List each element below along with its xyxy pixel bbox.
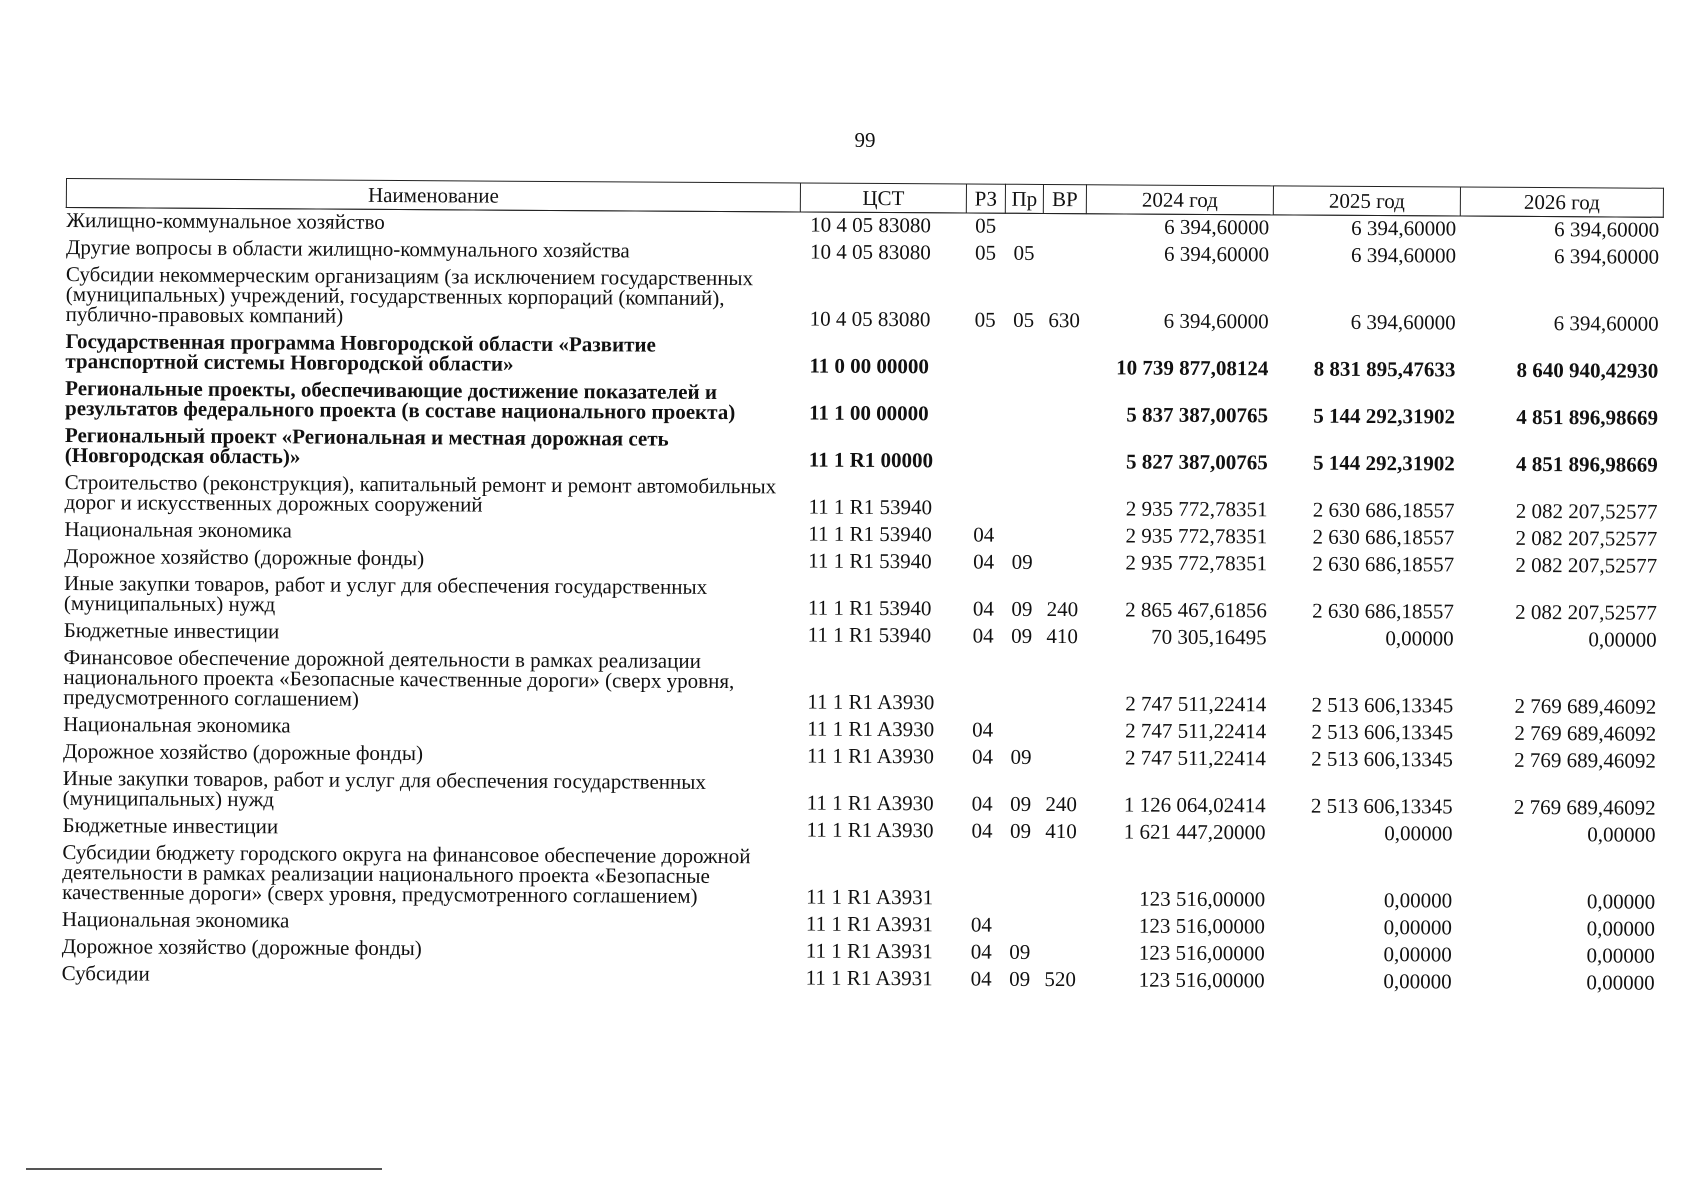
cell-pr: 05 [1013, 240, 1035, 265]
cell-rz: 04 [973, 549, 995, 574]
cell-name: Дорожное хозяйство (дорожные фонды) [64, 543, 425, 571]
cell-name: Субсидии [61, 960, 150, 986]
cell-2025: 0,00000 [1383, 942, 1452, 967]
cell-cst: 11 1 R1 A3930 [807, 689, 935, 715]
cell-2025: 5 144 292,31902 [1312, 450, 1455, 476]
cell-2026: 2 082 207,52577 [1515, 498, 1658, 524]
cell-2024: 2 865 467,61856 [1125, 597, 1267, 623]
cell-2024: 2 935 772,78351 [1125, 523, 1268, 549]
cell-rz: 04 [973, 522, 995, 547]
cell-vr: 240 [1045, 791, 1078, 817]
cell-pr [1005, 213, 1043, 241]
cell-vr [1040, 745, 1083, 772]
cell-2025: 0,00000 [1385, 626, 1454, 651]
cell-cst: 11 1 R1 53940 [807, 622, 932, 648]
cell-cst: 11 1 R1 A3931 [805, 911, 934, 937]
cell-2024: 10 739 877,08124 [1116, 355, 1269, 381]
cell-2024: 1 126 064,02414 [1123, 792, 1266, 818]
cell-cst: 11 1 R1 A3931 [805, 938, 933, 964]
cell-pr [1001, 913, 1039, 940]
cell-cst: 10 4 05 83080 [810, 212, 932, 238]
cell-rz: 04 [971, 744, 994, 769]
cell-rz [963, 650, 1002, 717]
cell-cst: 11 1 R1 A3931 [806, 884, 934, 910]
cell-rz: 04 [972, 623, 994, 648]
cell-rz [964, 475, 1003, 522]
cell-2024: 70 305,16495 [1151, 624, 1267, 650]
cell-cst: 10 4 05 83080 [809, 239, 931, 265]
table-body [62, 208, 1664, 998]
cell-rz [962, 845, 1001, 912]
cell-rz: 04 [972, 717, 994, 742]
cell-name: Дорожное хозяйство (дорожные фонды) [62, 738, 424, 766]
cell-2025: 6 394,60000 [1350, 309, 1456, 335]
cell-vr [1039, 940, 1082, 967]
cell-pr [1004, 382, 1042, 429]
cell-2025: 2 513 606,13345 [1311, 719, 1454, 745]
cell-2025: 2 630 686,18557 [1312, 497, 1455, 523]
cell-name: Другие вопросы в области жилищно-коммунального хозяйства [66, 235, 630, 263]
cell-2024: 2 747 511,22414 [1125, 691, 1267, 717]
cell-2024: 6 394,60000 [1164, 214, 1270, 240]
cell-2026: 0,00000 [1586, 889, 1656, 914]
cell-rz: 05 [974, 307, 996, 332]
cell-vr [1040, 718, 1083, 745]
cell-rz [965, 334, 1004, 381]
cell-cst: 11 1 R1 A3930 [806, 817, 934, 843]
cell-vr: 410 [1045, 818, 1077, 844]
cell-vr [1039, 846, 1082, 913]
cell-pr [1002, 651, 1040, 718]
cell-cst: 11 1 R1 A3930 [806, 790, 934, 816]
cell-2026: 0,00000 [1586, 970, 1655, 995]
cell-cst: 11 1 R1 A3930 [806, 743, 935, 769]
cell-vr [1043, 241, 1086, 268]
cell-pr: 09 [1011, 623, 1033, 648]
cell-name: Бюджетные инвестиции [63, 617, 280, 644]
cell-name: Строительство (реконструкция), капитальный ремонт и ремонт автомобильных дорог и искусственных дорожных сооружений [64, 469, 777, 517]
cell-cst: 11 1 R1 53940 [808, 494, 933, 520]
cell-pr [1003, 476, 1041, 523]
cell-2026: 0,00000 [1587, 822, 1656, 847]
cell-cst: 10 4 05 83080 [809, 306, 931, 332]
cell-2025: 6 394,60000 [1350, 242, 1457, 268]
header-cst: ЦСТ [800, 183, 966, 213]
cell-pr: 09 [1011, 596, 1033, 621]
header-name: Наименование [66, 179, 800, 212]
header-rz: РЗ [966, 184, 1005, 213]
cell-2026: 0,00000 [1586, 943, 1655, 968]
cell-rz [965, 428, 1004, 475]
cell-2024: 6 394,60000 [1163, 308, 1269, 334]
cell-2024: 2 935 772,78351 [1125, 496, 1268, 522]
cell-rz: 04 [970, 912, 993, 937]
cell-vr [1041, 550, 1084, 577]
cell-name: Субсидии некоммерческим организациям (за исключением государственных (муниципальных) учреждений, государственных корпораций (компаний), публично-правовых компаний) [65, 262, 754, 328]
cell-rz: 04 [972, 596, 994, 621]
cell-rz: 05 [975, 213, 997, 238]
cell-2026: 2 082 207,52577 [1515, 599, 1657, 625]
cell-2026: 2 769 689,46092 [1514, 720, 1657, 746]
cell-2024: 6 394,60000 [1163, 241, 1270, 267]
budget-table [61, 178, 1664, 998]
cell-2025: 5 144 292,31902 [1313, 403, 1456, 429]
cell-pr: 05 [1013, 307, 1035, 332]
cell-2025: 0,00000 [1383, 969, 1452, 994]
cell-cst: 11 1 R1 53940 [807, 595, 932, 621]
cell-name: Иные закупки товаров, работ и услуг для обеспечения государственных (муниципальных) нужд [63, 570, 708, 617]
cell-2025: 0,00000 [1383, 888, 1453, 913]
cell-rz: 04 [971, 818, 993, 843]
cell-2025: 2 630 686,18557 [1312, 598, 1454, 624]
cell-2025: 6 394,60000 [1351, 215, 1457, 241]
cell-name: Национальная экономика [63, 711, 291, 738]
cell-vr [1041, 523, 1084, 550]
cell-vr [1040, 651, 1083, 718]
cell-pr: 09 [1010, 791, 1032, 816]
cell-name: Дорожное хозяйство (дорожные фонды) [61, 933, 422, 961]
cell-2026: 6 394,60000 [1553, 244, 1660, 269]
cell-name: Субсидии бюджету городского округа на финансовое обеспечение дорожной деятельности в рамках реализации национального проекта «Безопасные качественные дороги» (сверх уровня, предусмотренного соглашением) [62, 839, 751, 908]
cell-2024: 2 747 511,22414 [1125, 718, 1267, 744]
cell-rz: 04 [970, 939, 992, 964]
cell-2026: 2 769 689,46092 [1514, 693, 1657, 719]
cell-2026: 4 851 896,98669 [1516, 404, 1659, 430]
cell-2026: 0,00000 [1588, 627, 1657, 652]
cell-2025: 2 513 606,13345 [1311, 746, 1454, 772]
cell-vr: 410 [1046, 623, 1079, 649]
cell-vr: 520 [1044, 966, 1076, 992]
cell-2024: 5 827 387,00765 [1125, 449, 1268, 475]
cell-cst: 11 1 R1 53940 [808, 521, 932, 547]
cell-pr [1002, 718, 1040, 745]
cell-cst: 11 1 R1 A3931 [805, 965, 933, 991]
cell-pr [1004, 429, 1042, 476]
cell-2026: 0,00000 [1586, 916, 1656, 941]
cell-2024: 2 747 511,22414 [1124, 745, 1267, 771]
scan-divider-line [26, 1168, 382, 1170]
cell-rz: 04 [970, 966, 992, 991]
cell-pr: 09 [1011, 549, 1033, 574]
header-vr: ВР [1043, 184, 1086, 213]
cell-pr: 09 [1009, 939, 1031, 964]
cell-2024: 123 516,00000 [1138, 967, 1265, 993]
cell-vr: 240 [1046, 596, 1079, 622]
cell-2025: 2 630 686,18557 [1312, 524, 1455, 550]
cell-name: Государственная программа Новгородской области «Развитие транспортной системы Новгородской области» [65, 329, 656, 376]
cell-2026: 4 851 896,98669 [1515, 451, 1658, 477]
cell-2024: 1 621 447,20000 [1123, 819, 1266, 845]
cell-name: Финансовое обеспечение дорожной деятельности в рамках реализации национального проекта «Безопасные качественные дороги» (сверх уровня, предусмотренного соглашением) [63, 644, 735, 711]
cell-2024: 123 516,00000 [1139, 886, 1266, 912]
table-row [66, 262, 1663, 339]
cell-2025: 8 831 895,47633 [1313, 356, 1456, 382]
cell-2026: 2 769 689,46092 [1514, 747, 1657, 773]
cell-rz: 05 [974, 240, 997, 265]
cell-name: Жилищно-коммунальное хозяйство [66, 208, 385, 234]
cell-name: Бюджетные инвестиции [62, 812, 279, 839]
cell-2025: 0,00000 [1383, 915, 1453, 940]
cell-2026: 6 394,60000 [1553, 311, 1659, 336]
cell-name: Национальная экономика [61, 906, 290, 933]
cell-vr [1042, 382, 1085, 429]
cell-2024: 5 837 387,00765 [1126, 402, 1269, 428]
cell-cst: 11 1 R1 00000 [808, 447, 934, 473]
table-row [63, 645, 1660, 722]
cell-vr [1042, 429, 1085, 476]
cell-2024: 2 935 772,78351 [1125, 550, 1268, 576]
cell-pr [1001, 846, 1039, 913]
cell-pr [1003, 523, 1041, 550]
header-pr: Пр [1005, 184, 1043, 213]
cell-vr [1041, 476, 1084, 523]
cell-name: Региональный проект «Региональная и местная дорожная сеть (Новгородская область)» [64, 422, 669, 469]
page-number: 99 [854, 128, 876, 152]
cell-name: Национальная экономика [64, 516, 292, 543]
cell-vr: 630 [1048, 308, 1080, 333]
cell-cst: 11 1 00 00000 [809, 400, 929, 426]
cell-vr [1039, 913, 1082, 940]
cell-rz: 04 [971, 791, 993, 816]
cell-2024: 123 516,00000 [1138, 913, 1266, 939]
cell-cst: 11 0 00 00000 [809, 353, 930, 379]
cell-2026: 6 394,60000 [1554, 217, 1660, 242]
cell-vr [1042, 335, 1085, 382]
cell-name: Иные закупки товаров, работ и услуг для обеспечения государственных (муниципальных) нужд [62, 765, 707, 812]
header-2025: 2025 год [1273, 186, 1460, 216]
header-2026: 2026 год [1460, 187, 1663, 217]
cell-2025: 0,00000 [1384, 821, 1453, 846]
cell-2025: 2 513 606,13345 [1310, 793, 1453, 819]
header-2024: 2024 год [1086, 185, 1273, 215]
cell-cst: 11 1 R1 A3930 [807, 716, 935, 742]
cell-pr: 09 [1009, 818, 1032, 843]
cell-2026: 2 082 207,52577 [1515, 552, 1658, 578]
cell-pr: 09 [1009, 966, 1031, 991]
cell-rz [965, 381, 1004, 428]
cell-pr: 09 [1010, 744, 1032, 769]
cell-2026: 8 640 940,42930 [1516, 357, 1659, 383]
cell-pr [1004, 335, 1042, 382]
cell-cst: 11 1 R1 53940 [808, 548, 932, 574]
cell-2025: 2 630 686,18557 [1312, 551, 1455, 577]
cell-2025: 2 513 606,13345 [1311, 692, 1454, 718]
cell-name: Региональные проекты, обеспечивающие достижение показателей и результатов федерального проекта (в составе национального проекта) [65, 375, 736, 425]
cell-2026: 2 769 689,46092 [1513, 794, 1656, 820]
table-row [62, 840, 1659, 917]
cell-2024: 123 516,00000 [1138, 940, 1265, 966]
cell-2026: 2 082 207,52577 [1515, 525, 1658, 551]
cell-vr [1043, 213, 1086, 241]
